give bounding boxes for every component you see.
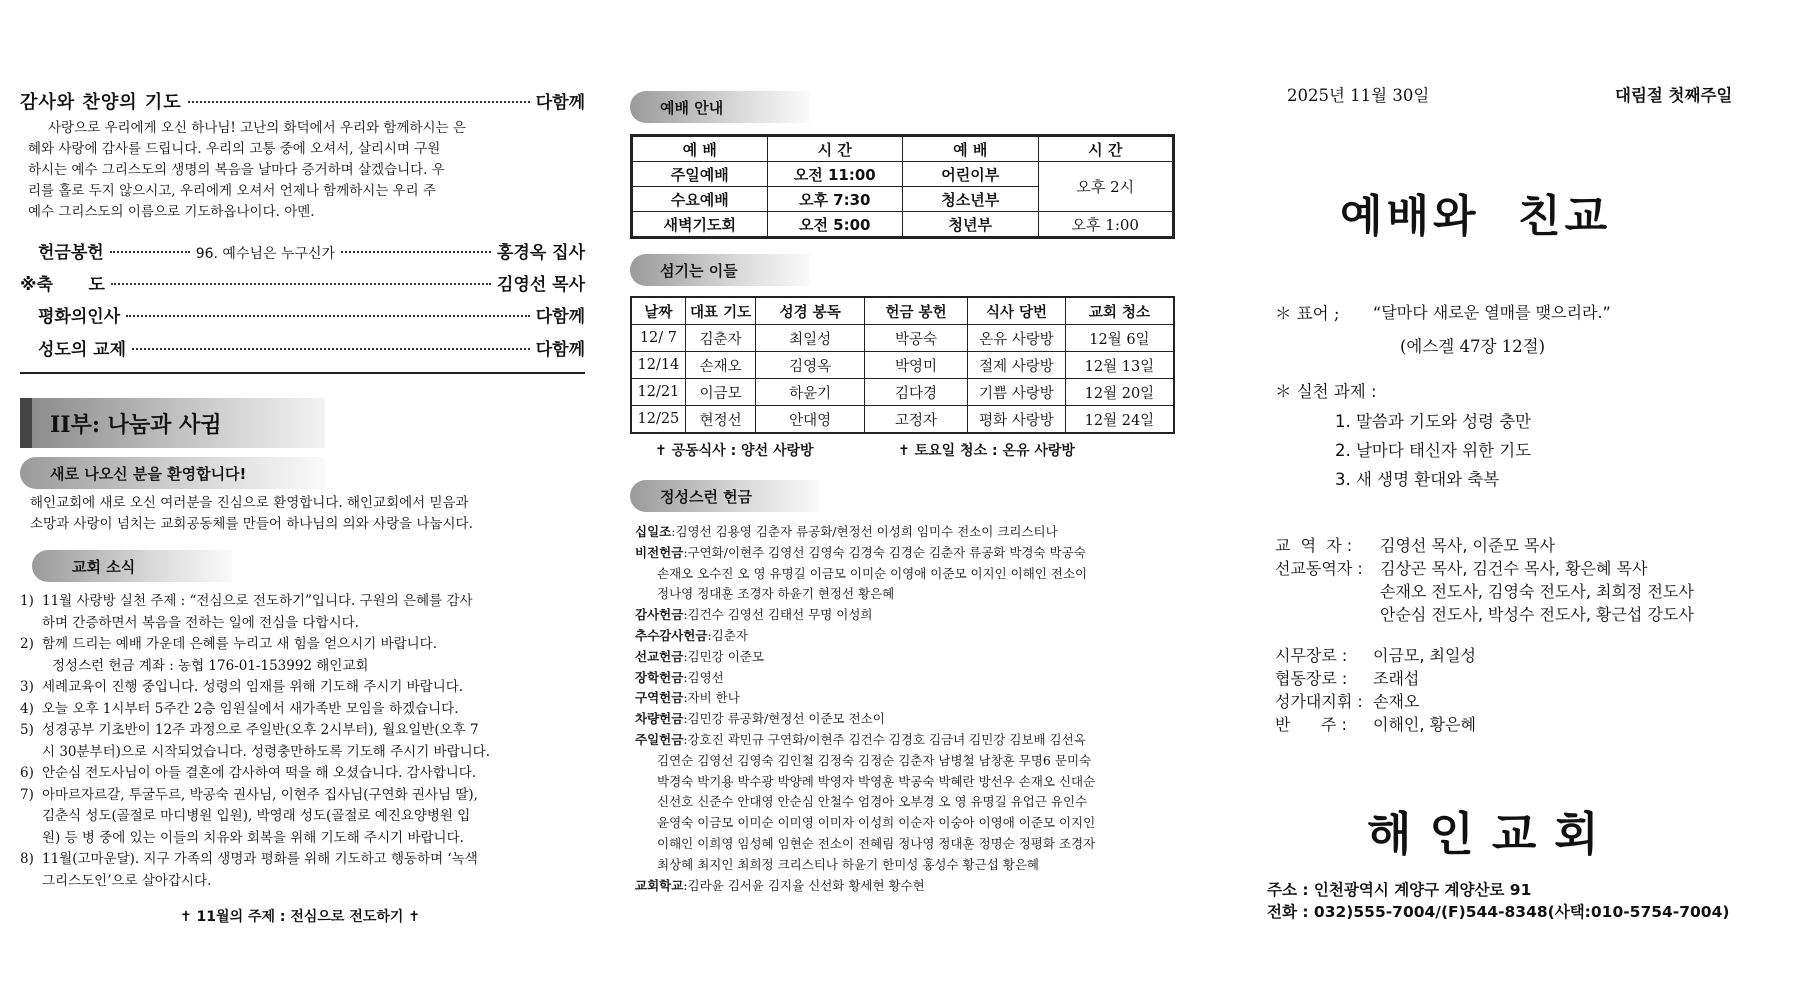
offering-separator: : [683,690,688,706]
news-line [20,634,580,656]
table-cell: 온유 사랑방 [968,325,1066,352]
table-cell: 12월 6일 [1065,325,1174,352]
offering-names: 김영선 [687,669,724,685]
peace-label: 평화의인사 [38,307,121,327]
news-number: 6) [20,765,34,781]
news-text: 11월(고마운달). 지구 가족의 생명과 평화를 위해 기도하고 행동하며 ‘녹색 [42,851,478,867]
table-row [631,325,1174,352]
table-cell: 고정자 [864,406,967,434]
page-title: 예배와 친교 [1340,191,1612,242]
news-line [20,613,580,635]
table-row [632,136,1174,162]
news-line [20,699,580,721]
news-number: 4) [20,700,34,717]
news-line [20,785,580,807]
news-item [20,849,580,892]
offering-names: 최상혜 최지인 최희정 크리스티나 하윤기 한미성 홍성수 황근섭 황은혜 [657,856,1039,872]
news-number [20,613,42,635]
table-cell: 오전 5:00 [767,212,903,238]
news-item [20,763,580,785]
table-cell: 이금모 [685,379,756,406]
staff-role: 반 주 : [1275,715,1347,734]
news-line [20,656,580,678]
offering-separator: : [683,877,688,893]
staff-row [1275,602,1694,625]
offering-person: 홍경옥 집사 [496,243,585,263]
staff-names: 김상곤 목사, 김건수 목사, 황은혜 목사 [1380,559,1648,578]
motto-label: ＊ 표어 ; [1275,304,1340,323]
table-cell: 박공숙 [864,325,967,352]
offering-line [635,709,1180,730]
table-cell: 절제 사랑방 [968,352,1066,379]
staff-names: 이해인, 황은혜 [1373,715,1476,734]
dot-leader [110,251,190,253]
offering-line [635,813,1180,834]
news-text: 김춘식 성도(골절로 마디병원 입원), 박영래 성도(골절로 예진요양병원 입 [42,808,471,824]
offering-line [635,584,1180,605]
bulletin-sunday: 대림절 첫째주일 [1615,86,1733,105]
news-number [20,806,42,828]
table-cell: 하윤기 [756,379,865,406]
news-line [20,591,580,613]
practice-item: 2. 날마다 태신자 위한 기도 [1335,441,1532,460]
table-header: 식사 당번 [968,297,1066,325]
news-number [20,656,42,678]
table-header: 성경 봉독 [756,297,865,325]
table-cell: 새벽기도회 [632,212,768,238]
offering-line [635,647,1180,668]
table-row [631,406,1174,434]
table-cell: 12월 24일 [1065,406,1174,434]
offering-category: 감사헌금 [635,607,684,623]
table-cell: 김영옥 [756,352,865,379]
table-cell: 손재오 [685,352,756,379]
practice-item: 3. 새 생명 환대와 축복 [1335,470,1500,489]
offering-line [20,238,585,263]
offering-names: 구연화/이현주 김영선 김영숙 김경숙 김경순 김춘자 류공화 박경숙 박공숙 [687,544,1086,560]
prayer-line [20,88,585,114]
offering-hymn: 96. 예수님은 누구신가 [195,246,336,262]
offering-names: 강호진 곽민규 구연화/이현주 김건수 김경호 김금녀 김민강 김보배 김선옥 [687,731,1086,747]
servers-title: 섬기는 이들 [630,254,810,286]
worship-table [630,134,1175,239]
blessing-line [20,270,585,295]
offering-names: 김라윤 김서윤 김지율 신선화 황세현 황수현 [687,877,925,893]
table-cell: 오후 2시 [1038,162,1174,212]
table-cell: 오전 11:00 [767,162,903,187]
offering-separator: : [683,711,688,727]
prayer-text [28,118,583,223]
blessing-person: 김영선 목사 [496,275,585,295]
staff-row [1275,712,1476,735]
table-header: 시 간 [767,136,903,162]
offering-line [635,564,1180,585]
table-cell: 기쁨 사랑방 [968,379,1066,406]
offering-names: 손재오 오수진 오 영 유명길 이금모 이미순 이영애 이준모 이지인 이해인 전소이 [657,565,1088,581]
table-row [631,352,1174,379]
offering-category: 추수감사헌금 [635,627,708,643]
news-item [20,591,580,634]
offering-names: 이해인 이희영 임성혜 임현순 전소이 전혜림 정나영 정대훈 정명순 정평화 조경자 [657,835,1096,851]
offering-names: 박경숙 박기용 박수광 박양례 박영자 박영훈 박공숙 박혜란 방선우 손재오 신대순 [657,773,1096,789]
dot-leader [126,315,530,317]
news-text: 안순심 전도사님이 아들 결혼에 감사하여 떡을 해 오셨습니다. 감사합니다. [42,765,477,781]
staff-row [1275,689,1476,712]
staff-role: 교 역 자 : [1275,536,1353,555]
table-header: 날짜 [631,297,685,325]
news-title: 교회 소식 [32,550,232,582]
news-item [20,785,580,850]
news-item [20,634,580,677]
offering-line [635,626,1180,647]
news-text: 성경공부 기초반이 12주 과정으로 주일반(오후 2시부터), 월요일반(오후 7 [42,722,479,738]
offering-category: 십일조 [635,524,672,539]
practice-label: ＊ 실천 과제 : [1275,382,1377,401]
news-item [20,677,580,699]
offering-separator: : [707,627,712,643]
staff-names: 안순심 전도사, 박성수 전도사, 황근섭 강도사 [1380,605,1694,624]
table-cell: 주일예배 [632,162,768,187]
prayer-leader: 다함께 [535,93,585,113]
prayer-title: 감사와 찬양의 기도 [20,92,182,113]
news-line [20,871,580,893]
table-cell: 12/14 [631,352,685,379]
table-cell: 청소년부 [903,187,1039,212]
prayer-line-text: 예수 그리스도의 이름으로 기도하옵나이다. 아멘. [28,204,315,220]
offering-names: 김연순 김영선 김영숙 김인철 김정숙 김정순 김춘자 남병철 남창훈 무명6 문미숙 [657,752,1092,768]
note-meal: ✝ 공동식사 : 양선 사랑방 [655,443,814,459]
table-row [632,212,1174,238]
table-cell: 김춘자 [685,325,756,352]
table-header: 예 배 [903,136,1039,162]
staff-names: 이금모, 최일성 [1373,646,1476,665]
staff-names: 손재오 [1373,692,1420,711]
bulletin-date: 2025년 11월 30일 [1287,86,1430,105]
offering-separator: : [671,524,676,539]
table-header: 대표 기도 [685,297,756,325]
offering-category: 장학헌금 [635,669,684,685]
staff-role: 선교동역자 : [1275,559,1363,578]
table-header: 교회 청소 [1065,297,1174,325]
offering-line [635,543,1180,564]
news-number [20,828,42,850]
prayer-line-text: 하시는 예수 그리스도의 생명의 복음을 날마다 증거하며 살겠습니다. 우 [28,162,445,178]
news-item [20,699,580,721]
news-line [20,806,580,828]
offering-line [635,772,1180,793]
table-cell: 김다경 [864,379,967,406]
offering-category: 구역헌금 [635,690,684,706]
offering-names: 김춘자 [711,627,748,643]
offering-separator: : [683,648,688,664]
table-cell: 12월 13일 [1065,352,1174,379]
news-line [20,849,580,871]
offering-category: 비전헌금 [635,544,684,560]
offering-names: 신선호 신준수 안대영 안순심 안철수 엄경아 오부경 오 영 유명길 유업근 유인수 [657,794,1088,810]
dot-leader [188,101,530,103]
staff-row [1275,533,1694,556]
offering-line [635,834,1180,855]
offering-names: 김민강 이준모 [687,648,764,664]
prayer-line-text: 혜와 사랑에 감사를 드립니다. 우리의 고통 중에 오셔서, 살리시며 구원 [28,141,441,157]
staff-role [1275,579,1380,602]
offering-line [635,855,1180,876]
offering-line [635,751,1180,772]
table-cell: 12/21 [631,379,685,406]
staff-names: 조래섭 [1373,669,1420,688]
offering-names: 김민강 류공화/현정선 이준모 전소이 [687,711,885,727]
news-number: 7) [20,786,34,803]
offering-separator: : [683,544,688,560]
offering-category: 교회학교 [635,877,684,893]
table-cell: 수요예배 [632,187,768,212]
offering-line [635,876,1180,897]
staff-names: 손재오 전도사, 김영숙 전도사, 최희정 전도사 [1380,582,1694,601]
table-cell: 청년부 [903,212,1039,238]
news-line [20,742,580,764]
monthly-theme: ✝ 11월의 주제 : 전심으로 전도하기 ✝ [179,909,421,925]
news-text: 시 30분부터)으로 시작되었습니다. 성령충만하도록 기도해 주시기 바랍니다. [42,743,491,760]
church-name: 해인교회 [1367,807,1617,861]
divider [20,372,585,374]
blessing-label: ※축 도 [20,275,105,295]
welcome-text [30,493,585,535]
news-line [20,763,580,785]
fellowship-line [20,335,585,360]
staff-role: 협동장로 : [1275,669,1348,688]
offering-line [635,688,1180,709]
note-clean: ✝ 토요일 청소 : 온유 사랑방 [898,443,1075,459]
news-text: 11월 사랑방 실천 주제 : “전심으로 전도하기”입니다. 구원의 은혜를 감사 [42,593,473,609]
worship-title: 예배 안내 [630,91,810,123]
news-text: 정성스런 헌금 계좌 : 농협 176-01-153992 해인교회 [52,657,369,674]
table-cell: 안대영 [756,406,865,434]
fellowship-person: 다함께 [535,340,585,360]
staff-list [1275,533,1694,625]
news-number: 3) [20,679,34,695]
news-text: 아마르자르갈, 투굴두르, 박공숙 권사님, 이현주 집사님(구연화 권사님 딸), [42,786,478,803]
offering-category: 주일헌금 [635,731,684,747]
news-number [20,742,42,764]
offering-names: 김영선 김용영 김춘자 류공화/현정선 이성희 임미수 전소이 크리스티나 [675,524,1058,539]
practice-item: 1. 말씀과 기도와 성령 충만 [1335,412,1532,431]
offering-line [635,792,1180,813]
news-text: 오늘 오후 1시부터 5주간 2층 임원실에서 새가족반 모임을 하겠습니다. [42,700,459,717]
news-text: 함께 드리는 예배 가운데 은혜를 누리고 새 힘을 얻으시기 바랍니다. [42,636,438,652]
news-number [20,871,42,893]
dot-leader [341,251,491,253]
table-cell: 12/ 7 [631,325,685,352]
news-text: 세례교육이 진행 중입니다. 성령의 임재를 위해 기도해 주시기 바랍니다. [42,679,464,695]
news-line [20,677,580,699]
table-cell: 박영미 [864,352,967,379]
prayer-line-text: 사랑으로 우리에게 오신 하나님! 고난의 화덕에서 우리와 함께하시는 은 [48,120,466,136]
staff-row [1275,579,1694,602]
table-row [632,162,1174,187]
staff-role: 성가대지휘 : [1275,692,1363,711]
part2-title: II부: 나눔과 사귐 [20,398,325,448]
table-cell: 어린이부 [903,162,1039,187]
staff-role [1275,602,1380,625]
staff-row [1275,556,1694,579]
dot-leader [132,348,530,350]
table-cell: 현정선 [685,406,756,434]
news-number: 2) [20,636,34,652]
dot-leader [111,283,491,285]
fellowship-label: 성도의 교제 [38,340,127,360]
offering-list [635,522,1180,896]
news-number: 5) [20,722,34,738]
news-text: 원) 등 병 중에 있는 이들의 치유와 회복을 위해 기도해 주시기 바랍니다. [42,829,464,846]
staff-row [1275,643,1476,666]
phone: 전화 : 032)555-7004/(F)544-8348(사택:010-5754-7004) [1267,903,1730,921]
prayer-line-text: 리를 홀로 두지 않으시고, 우리에게 오셔서 언제나 함께하시는 우리 주 [28,183,437,199]
offering-separator: : [683,607,688,623]
peace-person: 다함께 [535,307,585,327]
staff-names: 김영선 목사, 이준모 목사 [1380,536,1555,555]
offering-title: 정성스런 헌금 [630,480,820,512]
table-cell: 12/25 [631,406,685,434]
offering-line [635,730,1180,751]
motto-reference: (에스겔 47장 12절) [1400,337,1546,356]
table-header: 시 간 [1038,136,1174,162]
offering-label: 헌금봉헌 [38,243,104,263]
offering-separator: : [683,669,688,685]
news-list [20,591,580,892]
table-cell: 오후 7:30 [767,187,903,212]
address: 주소 : 인천광역시 계양구 계양산로 91 [1267,881,1532,899]
offering-names: 김건수 김영선 김태선 무명 이성희 [687,607,873,623]
news-item [20,720,580,763]
offering-category: 차량헌금 [635,711,684,727]
offering-names: 윤영숙 이금모 이미순 이미영 이미자 이성희 이순자 이숭아 이영애 이준모 이지인 [657,815,1096,831]
offering-line [635,668,1180,689]
table-cell: 최일성 [756,325,865,352]
news-line [20,720,580,742]
table-cell: 오후 1:00 [1038,212,1174,238]
offering-line [635,522,1180,543]
news-number: 8) [20,851,34,867]
offering-separator: : [683,731,688,747]
news-text: 그리스도인’으로 살아갑시다. [42,872,212,889]
table-row [631,379,1174,406]
peace-line [20,302,585,327]
staff-role: 시무장로 : [1275,646,1348,665]
table-cell: 12월 20일 [1065,379,1174,406]
offering-line [635,605,1180,626]
table-cell: 평화 사랑방 [968,406,1066,434]
news-line [20,828,580,850]
welcome-title: 새로 나오신 분을 환영합니다! [20,457,325,489]
table-header: 예 배 [632,136,768,162]
staff-list-2 [1275,643,1476,735]
servers-table [630,296,1175,434]
welcome-line: 해인교회에 새로 오신 여러분을 진심으로 환영합니다. 해인교회에서 믿음과 [30,495,469,511]
motto: “달마다 새로운 열매를 맺으리라.” [1373,303,1611,322]
table-row [631,297,1174,325]
news-number: 1) [20,593,34,609]
staff-row [1275,666,1476,689]
offering-names: 정나영 정대훈 조경자 하윤기 현정선 황은혜 [657,586,895,602]
news-text: 하며 간증하면서 복음을 전하는 일에 전심을 다합시다. [42,614,359,631]
welcome-line: 소망과 사랑이 넘치는 교회공동체를 만들어 하나님의 의와 사랑을 나눕시다. [30,516,473,532]
offering-names: 자비 한나 [687,690,740,706]
table-header: 헌금 봉헌 [864,297,967,325]
offering-category: 선교헌금 [635,648,684,664]
